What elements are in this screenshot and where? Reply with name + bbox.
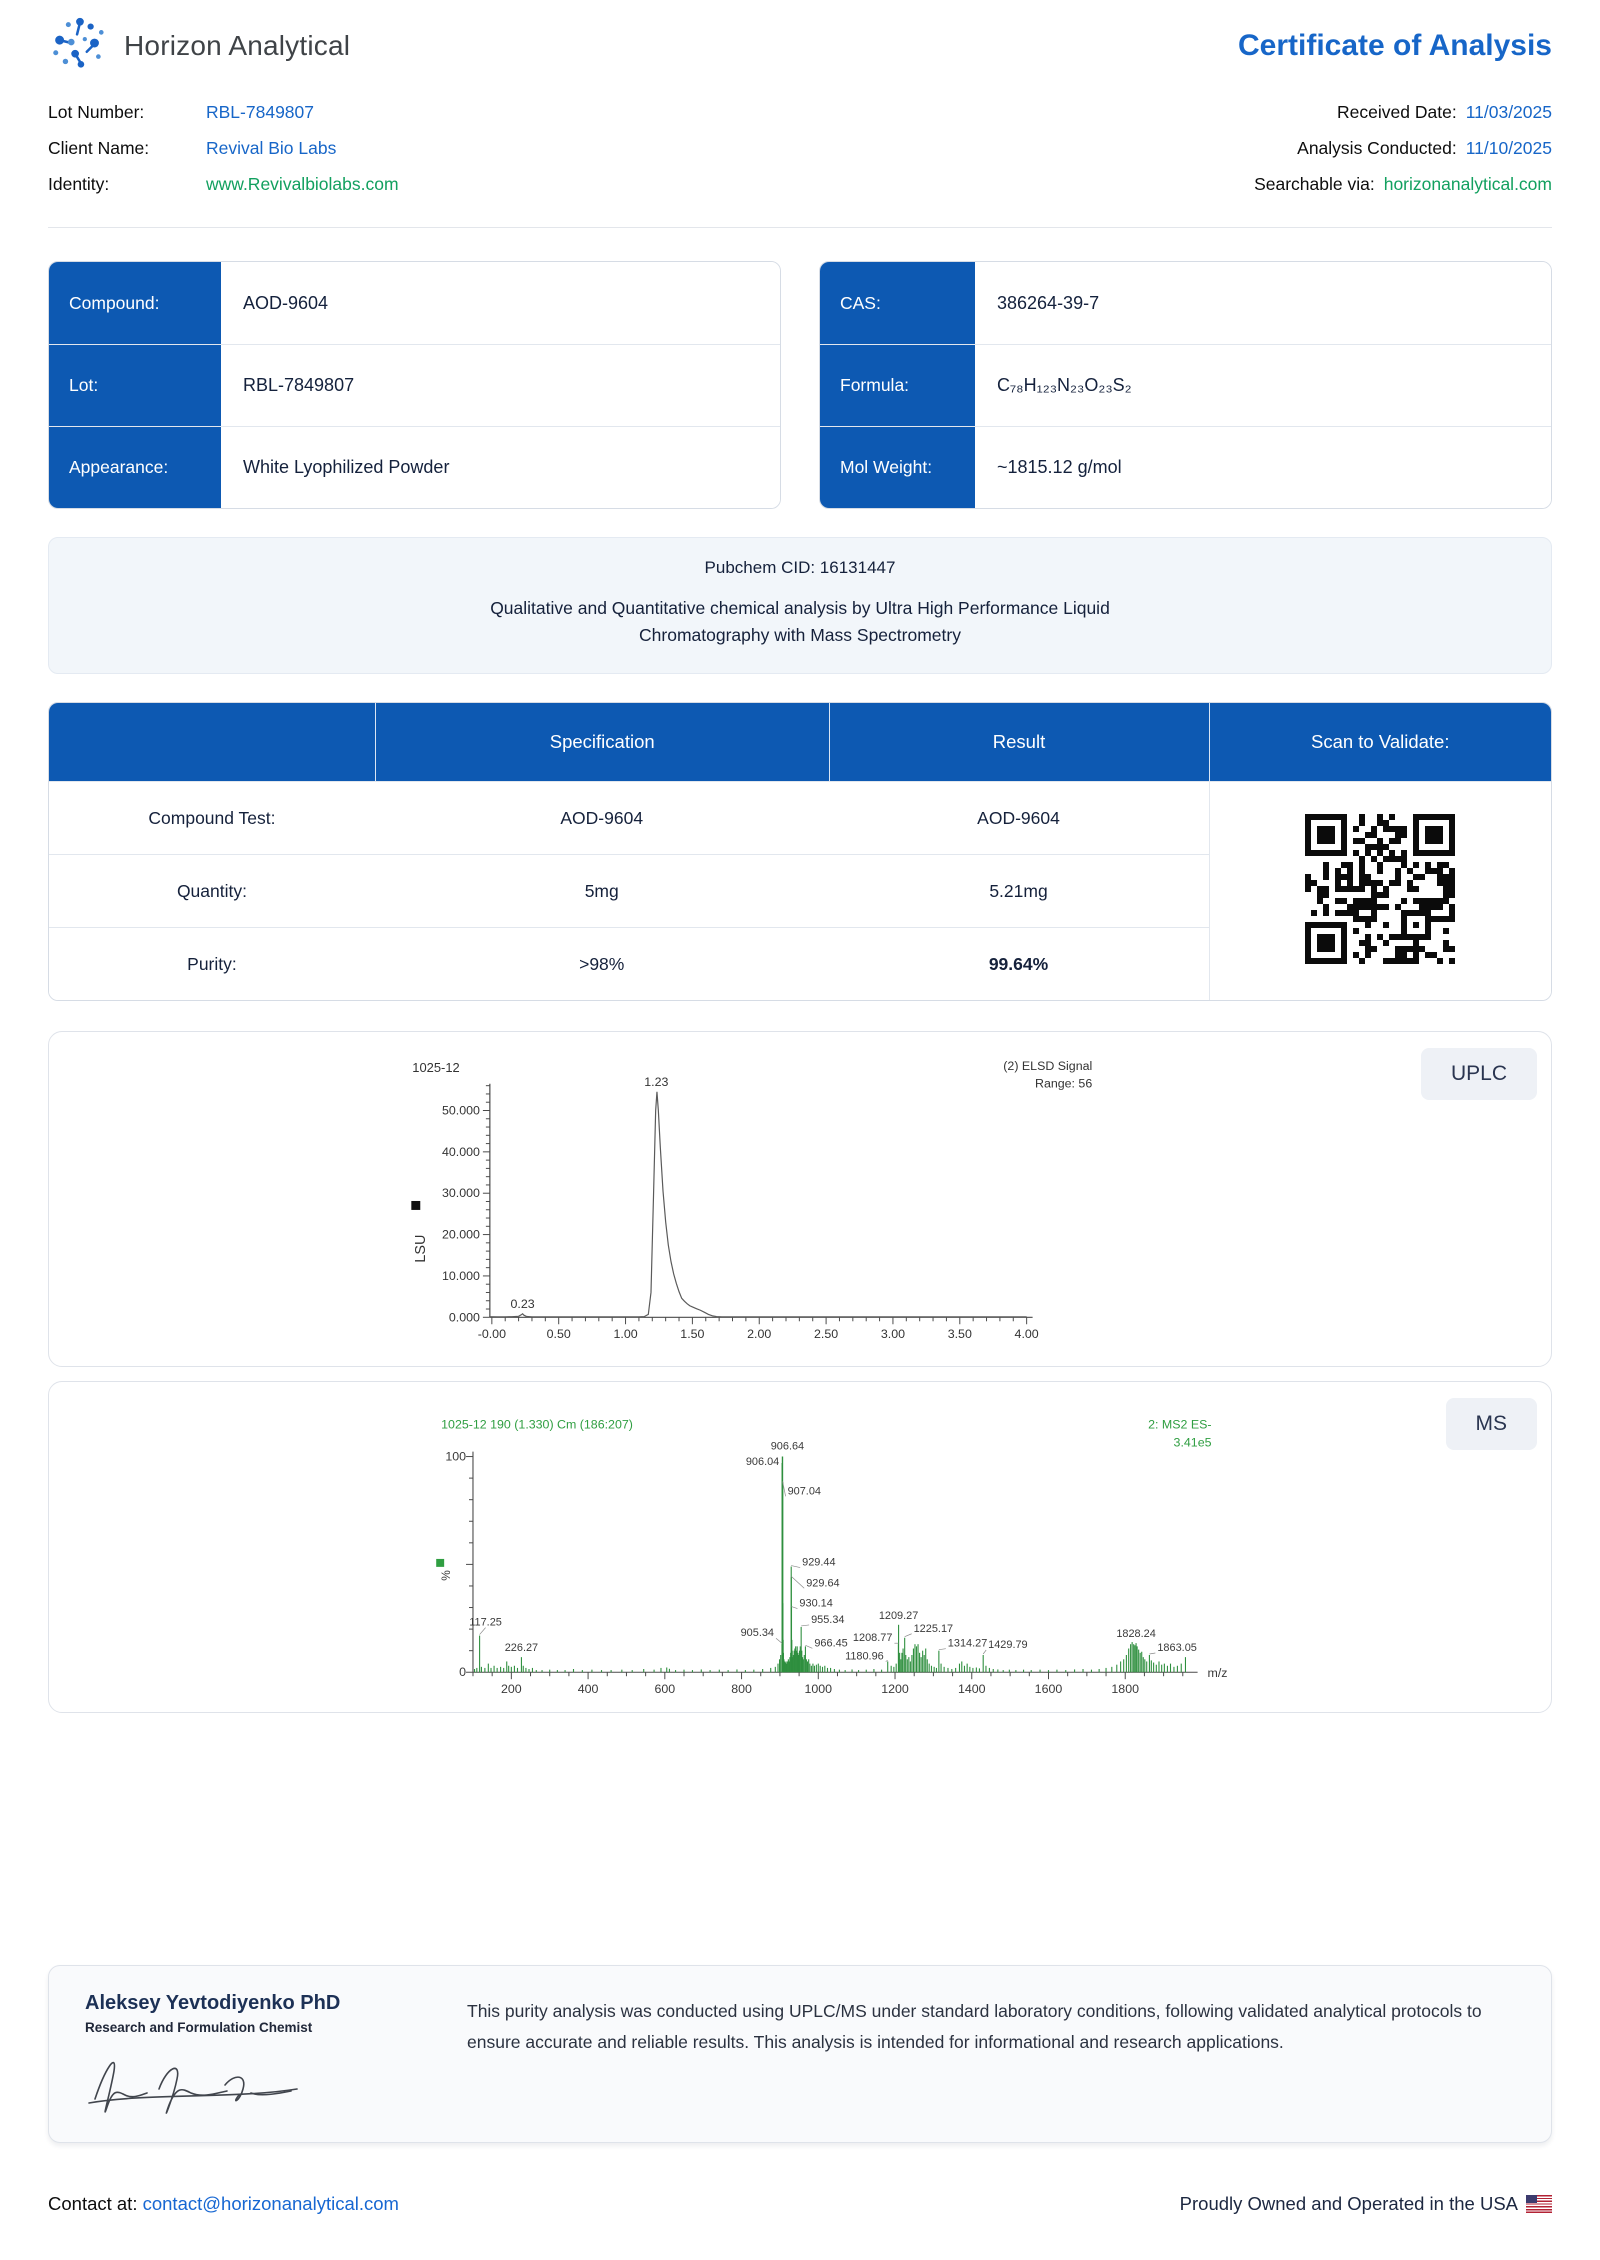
svg-text:3.41e5: 3.41e5 [1173,1435,1212,1450]
header [48,0,1552,74]
svg-text:%: % [439,1570,454,1582]
spec-header-result: Result [829,703,1209,781]
qr-cell [1209,781,1551,1000]
identity-label: Identity: [48,174,110,194]
svg-text:m/z: m/z [1207,1666,1228,1681]
compound-test-spec: AOD-9604 [375,781,829,854]
compound-value: AOD-9604 [221,262,780,344]
svg-text:LSU: LSU [413,1234,430,1263]
uplc-chromatogram [49,1032,1551,1366]
svg-text:1225.17: 1225.17 [913,1623,954,1636]
ms-badge: MS [1446,1398,1538,1450]
svg-text:(2) ELSD Signal: (2) ELSD Signal [1003,1059,1093,1074]
ms-spectrum [49,1382,1551,1712]
appearance-label: Appearance: [49,427,221,508]
svg-text:30.000: 30.000 [441,1186,480,1201]
svg-text:1000: 1000 [804,1682,833,1697]
svg-text:3.50: 3.50 [947,1327,972,1342]
purity-result: 99.64% [829,927,1209,1000]
spec-header-scan: Scan to Validate: [1209,703,1551,781]
searchable-row [1254,174,1552,195]
svg-text:955.34: 955.34 [811,1614,845,1627]
compound-test-label: Compound Test: [49,781,375,854]
svg-text:907.04: 907.04 [787,1485,821,1498]
svg-text:1314.27: 1314.27 [947,1637,988,1650]
received-date-label: Received Date: [1337,102,1457,122]
svg-text:1025-12: 1025-12 [412,1060,460,1076]
analysis-statement: This purity analysis was conducted using UPLC/MS under standard laboratory conditions, following validated analytical protocols to ensure accurate and reliable results. This analysis is intended for informational and research applications. [467,2001,1482,2053]
made-in-usa [1180,2193,1552,2215]
svg-text:966.45: 966.45 [814,1637,848,1650]
analysis-date-value: 11/10/2025 [1465,138,1552,158]
compound-label: Compound: [49,262,221,344]
purity-spec: >98% [375,927,829,1000]
svg-text:1600: 1600 [1034,1682,1063,1697]
svg-text:1025-12 190 (1.330) Cm (186:20: 1025-12 190 (1.330) Cm (186:207) [441,1417,633,1432]
svg-text:10.000: 10.000 [441,1269,480,1284]
searchable-link[interactable]: horizonanalytical.com [1383,174,1552,194]
lot-value: RBL-7849807 [221,345,780,426]
svg-text:905.34: 905.34 [740,1627,775,1640]
mol-weight-label: Mol Weight: [820,427,975,508]
signatory-block [49,1966,419,2142]
signature-handwriting [85,2041,419,2138]
client-name-value: Revival Bio Labs [206,138,337,158]
svg-text:1863.05: 1863.05 [1157,1642,1197,1655]
analysis-date-row [1254,138,1552,159]
svg-text:1828.24: 1828.24 [1116,1628,1156,1641]
cas-value: 386264-39-7 [975,262,1551,344]
svg-text:906.64: 906.64 [770,1440,805,1453]
lot-number-row [48,102,399,123]
svg-text:2.00: 2.00 [747,1327,772,1342]
svg-text:0: 0 [459,1665,467,1680]
page-title: Certificate of Analysis [1238,29,1552,62]
signatory-name: Aleksey Yevtodiyenko PhD [85,1992,341,2015]
molecule-logo-icon [48,13,110,80]
spec-table [48,702,1552,1001]
compound-table-left [48,261,781,509]
signature-panel [48,1965,1552,2143]
svg-text:400: 400 [577,1682,599,1697]
identity-row [48,174,399,195]
svg-text:1180.96: 1180.96 [845,1650,884,1663]
info-left [48,102,399,195]
analysis-description: Qualitative and Quantitative chemical analysis by Ultra High Performance Liquid Chromatography with Mass Spectrometry [490,598,1110,646]
quantity-spec: 5mg [375,854,829,927]
mol-weight-value: ~1815.12 g/mol [975,427,1551,508]
table-row [820,344,1551,426]
svg-text:930.14: 930.14 [799,1597,833,1610]
made-in-text: Proudly Owned and Operated in the USA [1179,2193,1518,2215]
uplc-panel [48,1031,1552,1367]
svg-text:1800: 1800 [1111,1682,1140,1697]
svg-text:0.000: 0.000 [448,1310,480,1325]
quantity-label: Quantity: [49,854,375,927]
purity-label: Purity: [49,927,375,1000]
lot-label: Lot: [49,345,221,426]
pubchem-cid: Pubchem CID: 16131447 [704,558,896,577]
spec-header-specification: Specification [375,703,829,781]
svg-text:1400: 1400 [957,1682,986,1697]
received-date-row [1254,102,1552,123]
svg-text:0.23: 0.23 [510,1297,535,1312]
table-row [820,426,1551,508]
client-name-row [48,138,399,159]
svg-text:929.44: 929.44 [802,1556,836,1569]
table-row [49,344,780,426]
quantity-result: 5.21mg [829,854,1209,927]
svg-text:1209.27: 1209.27 [878,1610,919,1623]
identity-link[interactable]: www.Revivalbiolabs.com [206,174,399,194]
svg-text:Range: 56: Range: 56 [1034,1076,1093,1091]
svg-text:1.23: 1.23 [644,1075,669,1090]
svg-text:0.50: 0.50 [546,1327,571,1342]
uplc-badge: UPLC [1421,1048,1537,1100]
svg-text:2.50: 2.50 [814,1327,839,1342]
signatory-role: Research and Formulation Chemist [85,2020,313,2036]
spec-header-empty [49,703,375,781]
formula-value: C₇₈H₁₂₃N₂₃O₂₃S₂ [975,345,1551,426]
svg-text:1208.77: 1208.77 [852,1632,893,1645]
client-name-label: Client Name: [48,138,150,158]
lot-number-value: RBL-7849807 [206,102,314,122]
svg-text:1.50: 1.50 [680,1327,705,1342]
info-right [1254,102,1552,195]
svg-text:3.00: 3.00 [880,1327,906,1342]
svg-text:906.04: 906.04 [745,1456,780,1469]
table-row [49,262,780,344]
compound-test-result: AOD-9604 [829,781,1209,854]
contact-label: Contact at: [48,2193,138,2215]
ms-panel [48,1381,1552,1713]
received-date-value: 11/03/2025 [1465,102,1552,122]
header-divider [48,227,1552,228]
svg-text:929.64: 929.64 [806,1577,840,1590]
formula-label: Formula: [820,345,975,426]
pubchem-box [48,537,1552,674]
compound-table-right [819,261,1552,509]
svg-text:1429.79: 1429.79 [988,1639,1028,1652]
svg-text:200: 200 [500,1682,522,1697]
table-row [820,262,1551,344]
info-section [48,102,1552,195]
cas-label: CAS: [820,262,975,344]
compound-tables [48,261,1552,509]
brand-name: Horizon Analytical [124,30,351,61]
analysis-date-label: Analysis Conducted: [1297,138,1457,158]
footer [48,2193,1552,2215]
svg-text:20.000: 20.000 [441,1227,480,1242]
svg-text:117.25: 117.25 [469,1616,502,1629]
us-flag-icon [1526,2195,1552,2213]
searchable-label: Searchable via: [1254,174,1375,194]
table-row [49,426,780,508]
svg-text:1.00: 1.00 [613,1327,638,1342]
brand [48,13,350,80]
svg-text:800: 800 [731,1682,752,1697]
svg-text:100: 100 [445,1449,467,1464]
lot-number-label: Lot Number: [48,102,145,122]
svg-text:2: MS2 ES-: 2: MS2 ES- [1148,1417,1212,1432]
svg-text:1200: 1200 [881,1682,909,1697]
svg-text:40.000: 40.000 [441,1145,480,1160]
svg-text:600: 600 [654,1682,676,1697]
appearance-value: White Lyophilized Powder [221,427,780,508]
contact-line [48,2193,399,2215]
svg-text:4.00: 4.00 [1014,1327,1039,1342]
svg-text:226.27: 226.27 [504,1642,539,1655]
svg-text:-0.00: -0.00 [477,1327,506,1342]
svg-text:50.000: 50.000 [441,1103,480,1118]
qr-code [1305,814,1455,969]
contact-email-link[interactable]: contact@horizonanalytical.com [142,2193,399,2215]
